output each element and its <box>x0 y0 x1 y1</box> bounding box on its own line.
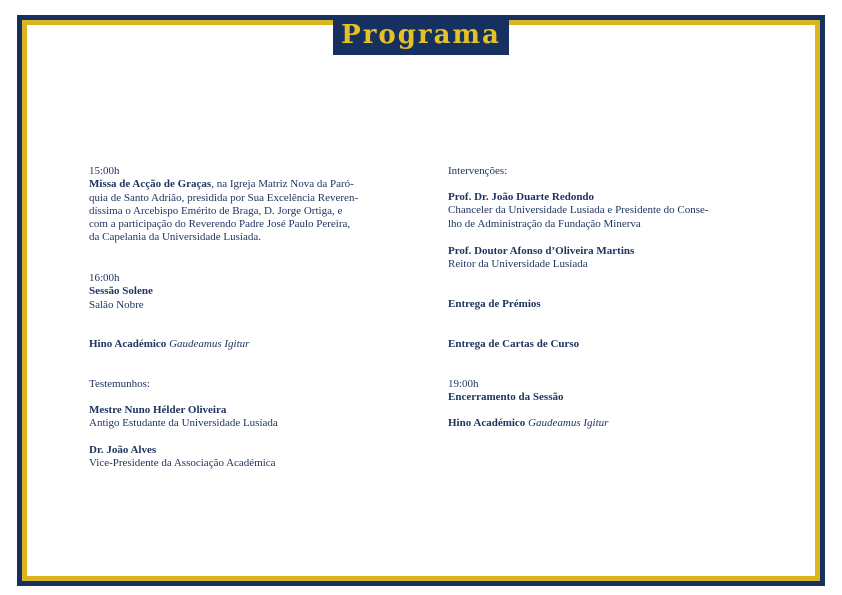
premios-block <box>448 298 768 311</box>
missa-line-4: com a participação do Reverendo Padre José Paulo Pereira, <box>89 218 351 231</box>
intervencao-2 <box>448 245 768 272</box>
missa-line-2: quia de Santo Adrião, presidida por Sua Excelência Reveren- <box>89 191 359 204</box>
missa-line-5: da Capelania da Universidade Lusíada. <box>89 231 261 244</box>
missa-time: 15:00h <box>89 165 120 177</box>
hino-left <box>89 338 395 351</box>
intervencao-1 <box>448 191 768 231</box>
sessao-place: Salão Nobre <box>89 298 144 311</box>
hino-right <box>448 417 768 430</box>
intervencao-1-role-line-1: Chanceler da Universidade Lusíada e Presidente do Conse- <box>448 204 709 217</box>
testemunho-2-name: Dr. João Alves <box>89 444 157 456</box>
hino-label: Hino Académico <box>448 417 526 429</box>
premios-title: Entrega de Prémios <box>448 298 541 310</box>
testemunho-1-role: Antigo Estudante da Universidade Lusíada <box>89 417 278 430</box>
testemunho-1 <box>89 404 395 431</box>
intervencao-1-name: Prof. Dr. João Duarte Redondo <box>448 191 595 203</box>
intervencao-2-role: Reitor da Universidade Lusíada <box>448 258 588 271</box>
cartas-title: Entrega de Cartas de Curso <box>448 338 580 350</box>
testemunhos-block <box>89 378 395 391</box>
encerramento-block <box>448 378 768 405</box>
testemunho-2 <box>89 444 395 471</box>
missa-title: Missa de Acção de Graças <box>89 178 212 191</box>
testemunhos-heading: Testemunhos: <box>89 378 150 390</box>
testemunho-2-role: Vice-Presidente da Associação Académica <box>89 457 276 470</box>
hino-song: Gaudeamus Igitur <box>528 417 609 429</box>
encerramento-time: 19:00h <box>448 378 479 390</box>
hino-song: Gaudeamus Igitur <box>169 338 250 350</box>
sessao-title: Sessão Solene <box>89 285 153 298</box>
intervencoes-block <box>448 165 768 178</box>
missa-line-1-rest: , na Igreja Matriz Nova da Paró- <box>211 178 354 191</box>
hino-label: Hino Académico <box>89 338 167 350</box>
missa-block <box>89 165 395 245</box>
page-title: Programa <box>341 20 501 50</box>
missa-line-1 <box>89 178 395 191</box>
title-banner <box>333 15 509 55</box>
intervencoes-heading: Intervenções: <box>448 165 508 177</box>
testemunho-1-name: Mestre Nuno Hélder Oliveira <box>89 404 227 416</box>
encerramento-title: Encerramento da Sessão <box>448 391 564 404</box>
intervencao-2-name: Prof. Doutor Afonso d’Oliveira Martins <box>448 245 635 257</box>
intervencao-1-role-line-2: lho de Administração da Fundação Minerva <box>448 217 641 230</box>
sessao-time: 16:00h <box>89 272 120 284</box>
cartas-block <box>448 338 768 351</box>
missa-line-3: díssima o Arcebispo Emérito de Braga, D. Jorge Ortiga, e <box>89 204 343 217</box>
sessao-block <box>89 272 395 312</box>
